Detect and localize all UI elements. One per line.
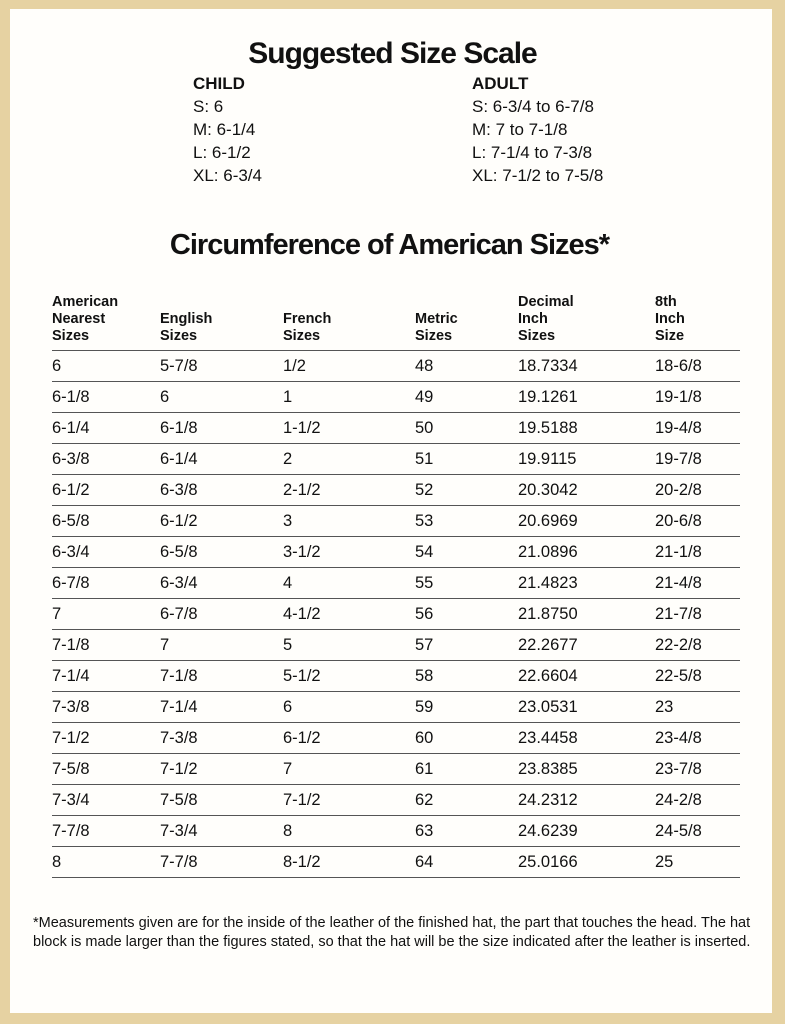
cell-eighth-inch-size: 21-7/8 [655,599,740,630]
cell-eighth-inch-size: 19-1/8 [655,382,740,413]
table-row [52,382,740,413]
cell-english-size: 7 [160,630,283,661]
cell-eighth-inch-size: 24-5/8 [655,816,740,847]
adult-size-item: XL: 7-1/2 to 7-5/8 [472,166,604,185]
child-size-list [193,72,262,187]
cell-english-size: 7-1/2 [160,754,283,785]
cell-french-size: 1 [283,382,415,413]
child-size-item: M: 6-1/4 [193,120,256,139]
cell-french-size: 6-1/2 [283,723,415,754]
cell-french-size: 7-1/2 [283,785,415,816]
column-header-metric-size [415,294,518,351]
column-header-line: Decimal [518,294,574,310]
cell-metric-size: 49 [415,382,518,413]
column-header-line: Size [655,328,685,344]
cell-eighth-inch-size: 20-2/8 [655,475,740,506]
column-header-line: 8th [655,294,677,310]
cell-decimal-inch-size: 23.4458 [518,723,655,754]
cell-decimal-inch-size: 19.9115 [518,444,655,475]
cell-eighth-inch-size: 23-7/8 [655,754,740,785]
cell-french-size: 2 [283,444,415,475]
cell-metric-size: 54 [415,537,518,568]
cell-metric-size: 64 [415,847,518,878]
cell-metric-size: 55 [415,568,518,599]
cell-eighth-inch-size: 24-2/8 [655,785,740,816]
table-row [52,847,740,878]
cell-eighth-inch-size: 19-7/8 [655,444,740,475]
cell-metric-size: 56 [415,599,518,630]
adult-heading: ADULT [472,74,529,93]
column-header-decimal-inch-size [518,294,655,351]
cell-decimal-inch-size: 24.2312 [518,785,655,816]
cell-french-size: 1-1/2 [283,413,415,444]
column-header-line: Sizes [160,328,198,344]
cell-eighth-inch-size: 22-5/8 [655,661,740,692]
cell-english-size: 6-7/8 [160,599,283,630]
cell-decimal-inch-size: 25.0166 [518,847,655,878]
cell-metric-size: 62 [415,785,518,816]
cell-american-size: 6-3/8 [52,444,160,475]
cell-english-size: 5-7/8 [160,351,283,382]
cell-american-size: 7-1/2 [52,723,160,754]
page-title: Suggested Size Scale [248,37,537,70]
cell-english-size: 7-7/8 [160,847,283,878]
cell-eighth-inch-size: 20-6/8 [655,506,740,537]
cell-french-size: 3 [283,506,415,537]
cell-american-size: 6-3/4 [52,537,160,568]
cell-english-size: 6-1/2 [160,506,283,537]
cell-decimal-inch-size: 20.3042 [518,475,655,506]
cell-english-size: 7-5/8 [160,785,283,816]
table-title: Circumference of American Sizes* [169,229,610,261]
column-header-line: Sizes [415,328,453,344]
cell-decimal-inch-size: 21.8750 [518,599,655,630]
cell-english-size: 6-1/4 [160,444,283,475]
column-header-french-size [283,294,415,351]
cell-decimal-inch-size: 19.1261 [518,382,655,413]
cell-english-size: 6-5/8 [160,537,283,568]
cell-american-size: 7-5/8 [52,754,160,785]
cell-american-size: 7-1/4 [52,661,160,692]
cell-american-size: 6 [52,351,160,382]
cell-french-size: 6 [283,692,415,723]
cell-american-size: 6-5/8 [52,506,160,537]
column-header-line: Metric [415,311,458,327]
cell-decimal-inch-size: 18.7334 [518,351,655,382]
cell-english-size: 6 [160,382,283,413]
table-row [52,692,740,723]
cell-american-size: 6-1/2 [52,475,160,506]
cell-american-size: 6-7/8 [52,568,160,599]
adult-size-item: M: 7 to 7-1/8 [472,120,568,139]
cell-metric-size: 48 [415,351,518,382]
column-header-line: Inch [655,311,685,327]
cell-decimal-inch-size: 21.0896 [518,537,655,568]
cell-decimal-inch-size: 19.5188 [518,413,655,444]
cell-american-size: 6-1/8 [52,382,160,413]
cell-english-size: 7-1/8 [160,661,283,692]
cell-french-size: 4 [283,568,415,599]
cell-french-size: 2-1/2 [283,475,415,506]
cell-american-size: 7-7/8 [52,816,160,847]
table-row [52,785,740,816]
cell-french-size: 3-1/2 [283,537,415,568]
table-row [52,537,740,568]
column-header-eighth-inch-size [655,294,740,351]
cell-french-size: 7 [283,754,415,785]
cell-american-size: 8 [52,847,160,878]
cell-english-size: 6-3/8 [160,475,283,506]
cell-metric-size: 59 [415,692,518,723]
cell-decimal-inch-size: 23.8385 [518,754,655,785]
cell-metric-size: 63 [415,816,518,847]
table-row [52,568,740,599]
cell-french-size: 4-1/2 [283,599,415,630]
cell-english-size: 7-3/8 [160,723,283,754]
child-size-item: XL: 6-3/4 [193,166,262,185]
cell-english-size: 7-3/4 [160,816,283,847]
cell-english-size: 6-3/4 [160,568,283,599]
column-header-line: Nearest [52,311,106,327]
table-row [52,754,740,785]
size-conversion-table [52,294,740,878]
child-size-item: L: 6-1/2 [193,143,251,162]
cell-metric-size: 60 [415,723,518,754]
cell-decimal-inch-size: 22.6604 [518,661,655,692]
cell-english-size: 7-1/4 [160,692,283,723]
table-row [52,599,740,630]
child-heading: CHILD [193,74,245,93]
adult-size-item: L: 7-1/4 to 7-3/8 [472,143,593,162]
table-row [52,816,740,847]
table-row [52,444,740,475]
column-header-line: French [283,311,332,327]
cell-american-size: 6-1/4 [52,413,160,444]
cell-eighth-inch-size: 21-4/8 [655,568,740,599]
cell-metric-size: 50 [415,413,518,444]
adult-size-list [472,72,603,187]
cell-american-size: 7 [52,599,160,630]
cell-english-size: 6-1/8 [160,413,283,444]
cell-metric-size: 51 [415,444,518,475]
cell-metric-size: 52 [415,475,518,506]
cell-eighth-inch-size: 23-4/8 [655,723,740,754]
column-header-line: Sizes [283,328,321,344]
column-header-line: Sizes [52,328,90,344]
cell-french-size: 8 [283,816,415,847]
cell-decimal-inch-size: 20.6969 [518,506,655,537]
column-header-line: American [52,294,119,310]
cell-decimal-inch-size: 24.6239 [518,816,655,847]
cell-eighth-inch-size: 18-6/8 [655,351,740,382]
table-body [52,351,740,878]
cell-eighth-inch-size: 19-4/8 [655,413,740,444]
table-header-row [52,294,740,351]
table-row [52,661,740,692]
table-row [52,506,740,537]
cell-decimal-inch-size: 22.2677 [518,630,655,661]
column-header-line: Inch [518,311,548,327]
cell-decimal-inch-size: 23.0531 [518,692,655,723]
column-header-english-size [160,294,283,351]
cell-american-size: 7-3/4 [52,785,160,816]
cell-french-size: 5-1/2 [283,661,415,692]
column-header-line: English [160,311,213,327]
table-row [52,351,740,382]
cell-metric-size: 61 [415,754,518,785]
cell-eighth-inch-size: 22-2/8 [655,630,740,661]
cell-metric-size: 58 [415,661,518,692]
cell-eighth-inch-size: 23 [655,692,740,723]
table-row [52,475,740,506]
adult-size-item: S: 6-3/4 to 6-7/8 [472,97,594,116]
cell-eighth-inch-size: 21-1/8 [655,537,740,568]
table-row [52,413,740,444]
footnote: *Measurements given are for the inside of the leather of the finished hat, the part that touches the head. The hat block is made larger than the figures stated, so that the hat will be the size indicated after the leather is inserted. [33,915,751,950]
column-header-line: Sizes [518,328,556,344]
cell-metric-size: 57 [415,630,518,661]
cell-american-size: 7-1/8 [52,630,160,661]
table-row [52,723,740,754]
child-size-item: S: 6 [193,97,224,116]
column-header-american-size [52,294,160,351]
cell-french-size: 5 [283,630,415,661]
cell-metric-size: 53 [415,506,518,537]
cell-eighth-inch-size: 25 [655,847,740,878]
cell-decimal-inch-size: 21.4823 [518,568,655,599]
cell-french-size: 1/2 [283,351,415,382]
cell-american-size: 7-3/8 [52,692,160,723]
cell-french-size: 8-1/2 [283,847,415,878]
table-row [52,630,740,661]
